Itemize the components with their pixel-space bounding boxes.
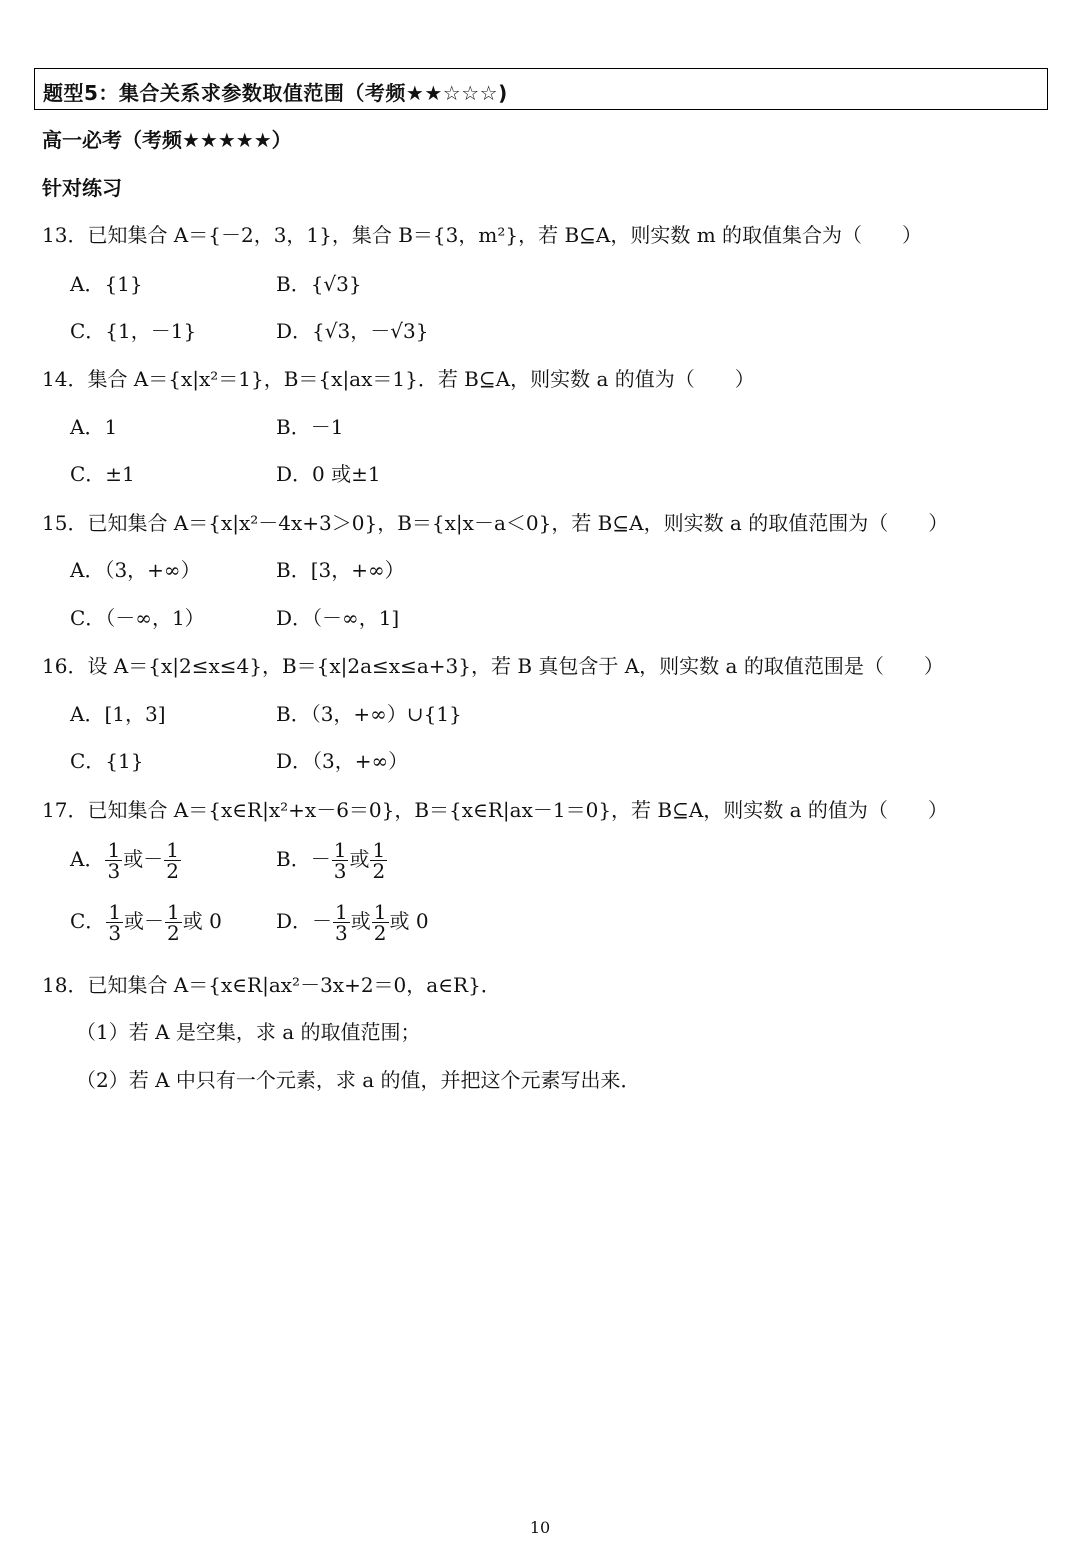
fraction — [333, 902, 350, 943]
denominator: 2 — [372, 859, 386, 883]
option-label: C． — [70, 909, 106, 933]
separator: 或－ — [123, 847, 164, 871]
question-14-stem: 14．集合 A＝{x|x²＝1}，B＝{x|ax＝1}．若 B⊆A，则实数 a 的值为（ ） — [42, 367, 755, 391]
fraction — [106, 902, 123, 943]
numerator: 1 — [333, 838, 347, 862]
denominator: 3 — [335, 921, 348, 945]
denominator: 3 — [108, 921, 122, 945]
option-label: B．－ — [276, 847, 331, 871]
question-17-option-c — [70, 902, 222, 943]
separator: 或 — [349, 847, 370, 871]
tail-text: 或 0 — [182, 909, 222, 933]
question-17-option-b — [276, 840, 388, 881]
question-13-option-d: D．{√3，－√3} — [276, 319, 429, 343]
question-14-option-a: A．1 — [70, 415, 118, 439]
numerator: 1 — [107, 838, 121, 862]
option-label: D．－ — [276, 909, 333, 933]
denominator: 2 — [167, 921, 180, 945]
question-15-stem: 15．已知集合 A＝{x|x²－4x+3＞0}，B＝{x|x－a＜0}，若 B⊆A，则实数 a 的取值范围为（ ） — [42, 511, 949, 535]
question-18-part-2: （2）若 A 中只有一个元素，求 a 的值，并把这个元素写出来． — [76, 1068, 641, 1092]
numerator: 1 — [167, 900, 180, 924]
fraction — [370, 840, 387, 881]
question-16-stem: 16．设 A＝{x|2≤x≤4}，B＝{x|2a≤x≤a+3}，若 B 真包含于 A，则实数 a 的取值范围是（ ） — [42, 654, 944, 678]
separator: 或－ — [124, 909, 165, 933]
question-13-option-a: A．{1} — [70, 272, 143, 296]
question-15-option-c: C．（－∞，1） — [70, 606, 205, 630]
denominator: 2 — [373, 921, 387, 945]
question-13-option-c: C．{1，－1} — [70, 319, 197, 343]
exam-frequency-note: 高一必考（考频★★★★★） — [42, 128, 292, 152]
question-16-option-c: C．{1} — [70, 749, 144, 773]
fraction — [332, 840, 349, 881]
denominator: 3 — [333, 859, 347, 883]
question-16-option-a: A．[1，3] — [70, 702, 166, 726]
page-number: 10 — [529, 1518, 551, 1537]
question-18-part-1: （1）若 A 是空集，求 a 的取值范围； — [76, 1020, 421, 1044]
question-17-stem: 17．已知集合 A＝{x∈R|x²+x－6＝0}，B＝{x∈R|ax－1＝0}，若 B⊆A，则实数 a 的值为（ ） — [42, 798, 948, 822]
section-heading: 针对练习 — [42, 176, 122, 200]
question-16-option-b: B．（3，+∞）∪{1} — [276, 702, 462, 726]
option-label: A． — [70, 847, 105, 871]
numerator: 1 — [335, 900, 348, 924]
question-13-option-b: B．{√3} — [276, 272, 362, 296]
numerator: 1 — [372, 838, 386, 862]
question-18-stem: 18．已知集合 A＝{x∈R|ax²－3x+2＝0，a∈R}． — [42, 973, 501, 997]
question-14-option-c: C．±1 — [70, 462, 135, 486]
denominator: 2 — [166, 859, 179, 883]
topic-title: 题型5：集合关系求参数取值范围（考频★★☆☆☆) — [34, 68, 1048, 110]
question-16-option-d: D．（3，+∞） — [276, 749, 409, 773]
numerator: 1 — [108, 900, 122, 924]
numerator: 1 — [166, 838, 179, 862]
fraction — [372, 902, 389, 943]
separator: 或 — [350, 909, 371, 933]
fraction — [164, 840, 181, 881]
tail-text: 或 0 — [389, 909, 429, 933]
denominator: 3 — [107, 859, 121, 883]
question-14-option-b: B．－1 — [276, 415, 344, 439]
question-15-option-a: A．（3，+∞） — [70, 558, 201, 582]
fraction — [105, 840, 122, 881]
numerator: 1 — [373, 900, 387, 924]
question-17-option-d — [276, 902, 429, 943]
question-14-option-d: D．0 或±1 — [276, 462, 381, 486]
fraction — [165, 902, 182, 943]
question-15-option-d: D．（－∞，1] — [276, 606, 400, 630]
question-13-stem: 13．已知集合 A＝{－2，3，1}，集合 B＝{3，m²}，若 B⊆A，则实数 m 的取值集合为（ ） — [42, 223, 923, 247]
question-17-option-a — [70, 840, 182, 881]
question-15-option-b: B．[3，+∞） — [276, 558, 405, 582]
